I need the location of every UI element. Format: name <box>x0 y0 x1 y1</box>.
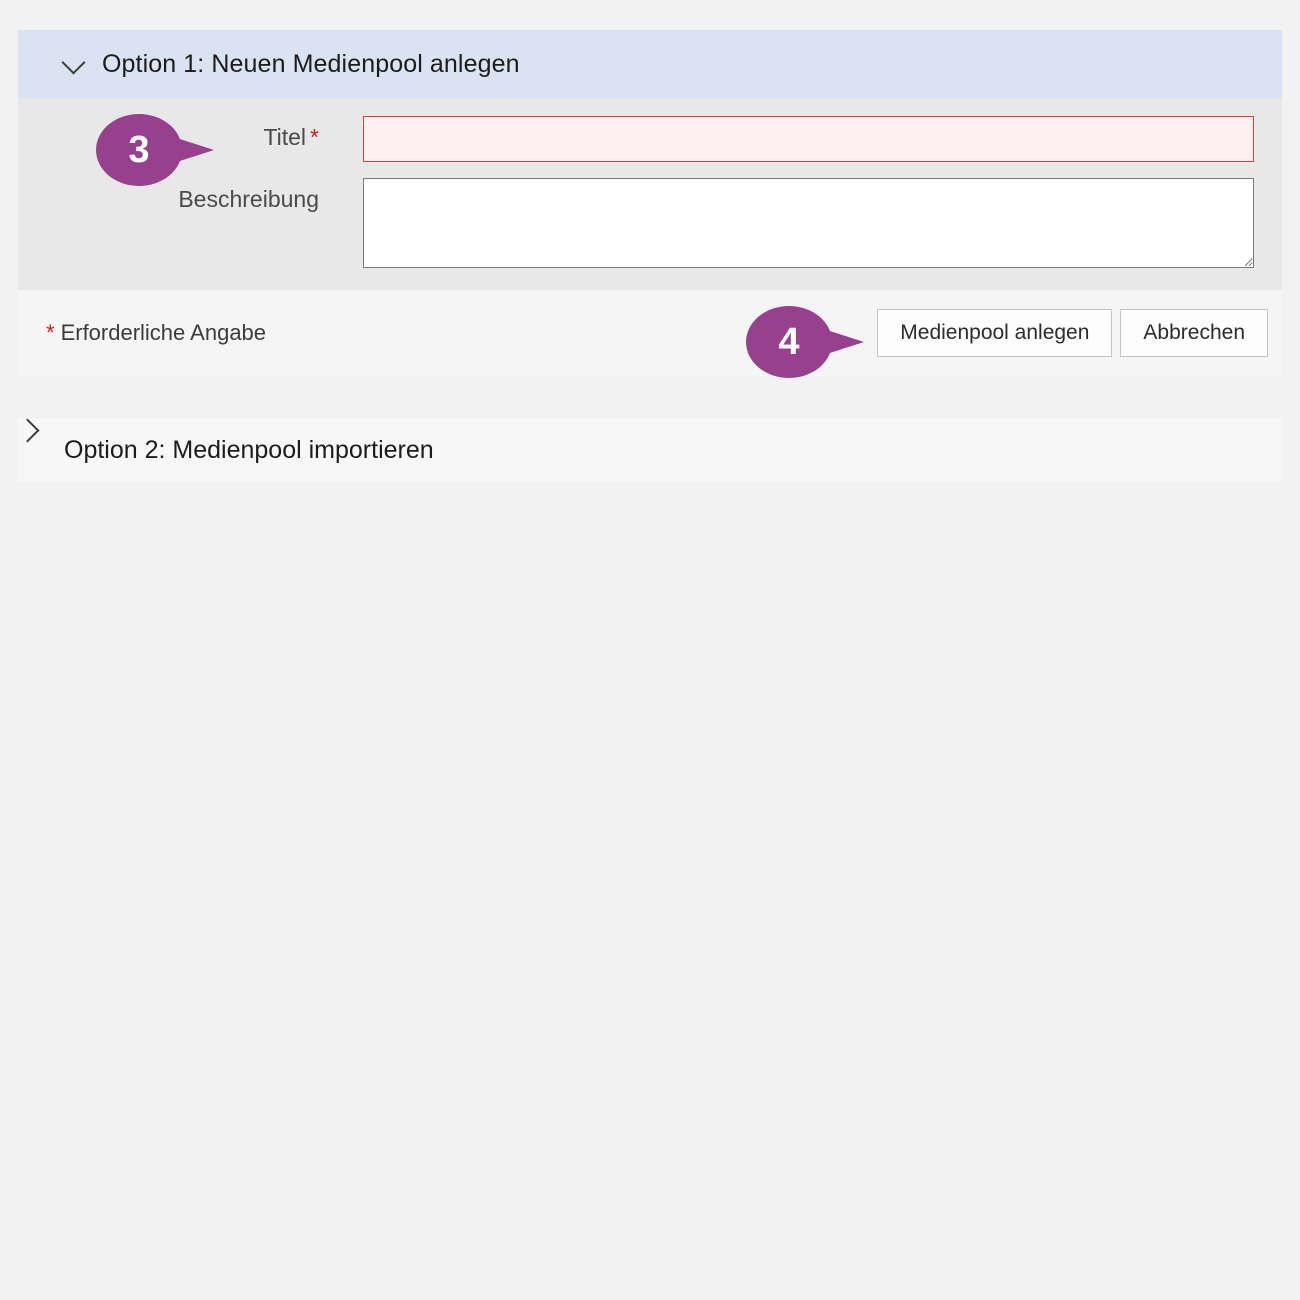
required-note-text: Erforderliche Angabe <box>60 320 267 345</box>
titel-label-text: Titel <box>263 124 307 150</box>
callout-number-3: 3 <box>128 129 150 171</box>
chevron-down-icon[interactable] <box>62 51 88 77</box>
titel-field[interactable] <box>363 116 1254 162</box>
beschreibung-field[interactable] <box>363 178 1254 268</box>
callout-number-4: 4 <box>778 321 800 363</box>
option1-panel-footer <box>18 290 1282 376</box>
option1-panel <box>18 30 1282 376</box>
option1-panel-body <box>18 98 1282 290</box>
abbrechen-button[interactable]: Abbrechen <box>1120 309 1268 357</box>
option2-panel-header[interactable] <box>18 418 1282 482</box>
form-row-titel <box>18 116 1282 162</box>
footer-button-group <box>877 309 1268 357</box>
option2-panel-title: Option 2: Medienpool importieren <box>64 435 434 464</box>
titel-required-marker: * <box>310 124 319 150</box>
beschreibung-label: Beschreibung <box>178 186 319 212</box>
medienpool-anlegen-button[interactable]: Medienpool anlegen <box>877 309 1112 357</box>
option1-panel-header[interactable] <box>18 30 1282 98</box>
option1-panel-title: Option 1: Neuen Medienpool anlegen <box>102 49 520 78</box>
required-field-note <box>46 320 266 346</box>
required-note-star: * <box>46 320 55 345</box>
titel-label <box>18 116 363 151</box>
form-row-beschreibung <box>18 178 1282 268</box>
